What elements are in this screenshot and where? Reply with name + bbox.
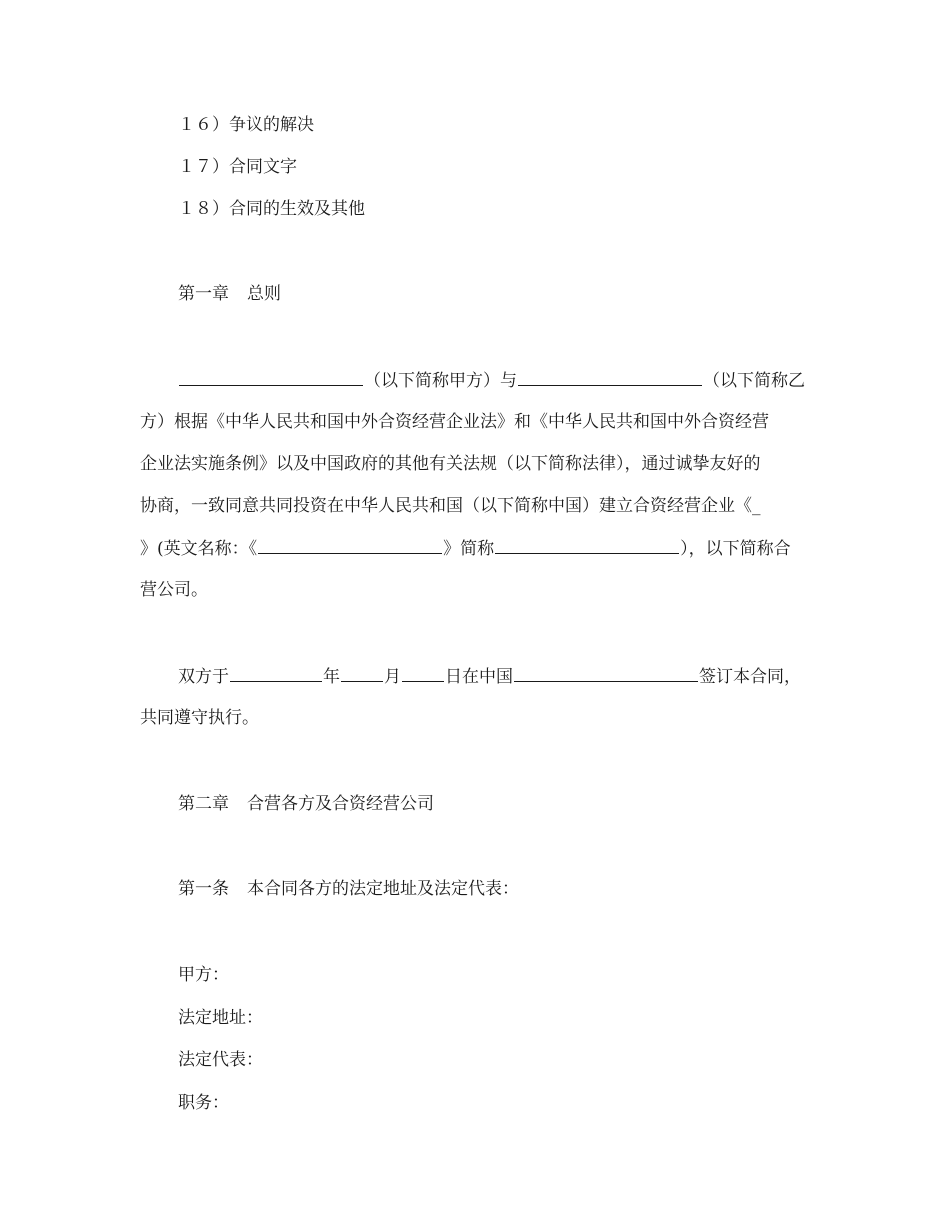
- party-b-name-blank[interactable]: [518, 368, 702, 386]
- chapter-title: 合营各方及合资经营公司: [247, 794, 434, 814]
- intro-line-5: 》(英文名称：《 》简称 ），以下简称合: [140, 536, 791, 561]
- chapter-2-heading: [178, 792, 434, 816]
- chapter-1-heading: [178, 282, 281, 306]
- intro-line-4: 协商，一致同意共同投资在中华人民共和国（以下简称中国）建立合资经营企业《_: [140, 496, 761, 516]
- chapter-title: 总则: [247, 284, 281, 304]
- article-1-heading: [178, 877, 519, 901]
- toc-text: 合同的生效及其他: [229, 199, 365, 219]
- party-a-position-label: 职务：: [178, 1093, 229, 1113]
- article-title: 本合同各方的法定地址及法定代表：: [247, 879, 519, 899]
- signing-place-blank[interactable]: [514, 664, 698, 682]
- toc-text: 争议的解决: [229, 115, 314, 135]
- day-blank[interactable]: [402, 664, 444, 682]
- toc-number: １８）: [178, 199, 229, 219]
- intro-line-2: 方）根据《中华人民共和国中外合资经营企业法》和《中华人民共和国中外合资经营: [140, 412, 769, 432]
- article-number: 第一条: [178, 879, 229, 899]
- party-a-label: 甲方：: [178, 965, 229, 985]
- english-name-blank[interactable]: [258, 536, 442, 554]
- short-name-blank[interactable]: [495, 536, 679, 554]
- intro-line-6: 营公司。: [140, 580, 208, 600]
- signing-line-1: 双方于 年 月 日在中国 签订本合同，: [178, 664, 801, 689]
- party-a-address-label: 法定地址：: [178, 1008, 263, 1028]
- month-blank[interactable]: [341, 664, 383, 682]
- chapter-number: 第二章: [178, 794, 229, 814]
- toc-item-16: [178, 113, 314, 137]
- signing-line-2: 共同遵守执行。: [140, 708, 259, 728]
- intro-line-1: （以下简称甲方）与 （以下简称乙: [178, 368, 805, 393]
- intro-line-3: 企业法实施条例》以及中国政府的其他有关法规（以下简称法律），通过诚挚友好的: [140, 454, 761, 474]
- year-blank[interactable]: [230, 664, 322, 682]
- chapter-number: 第一章: [178, 284, 229, 304]
- toc-item-17: [178, 155, 297, 179]
- toc-text: 合同文字: [229, 157, 297, 177]
- toc-number: １７）: [178, 157, 229, 177]
- toc-number: １６）: [178, 115, 229, 135]
- party-a-name-blank[interactable]: [179, 368, 363, 386]
- toc-item-18: [178, 197, 365, 221]
- party-a-rep-label: 法定代表：: [178, 1050, 263, 1070]
